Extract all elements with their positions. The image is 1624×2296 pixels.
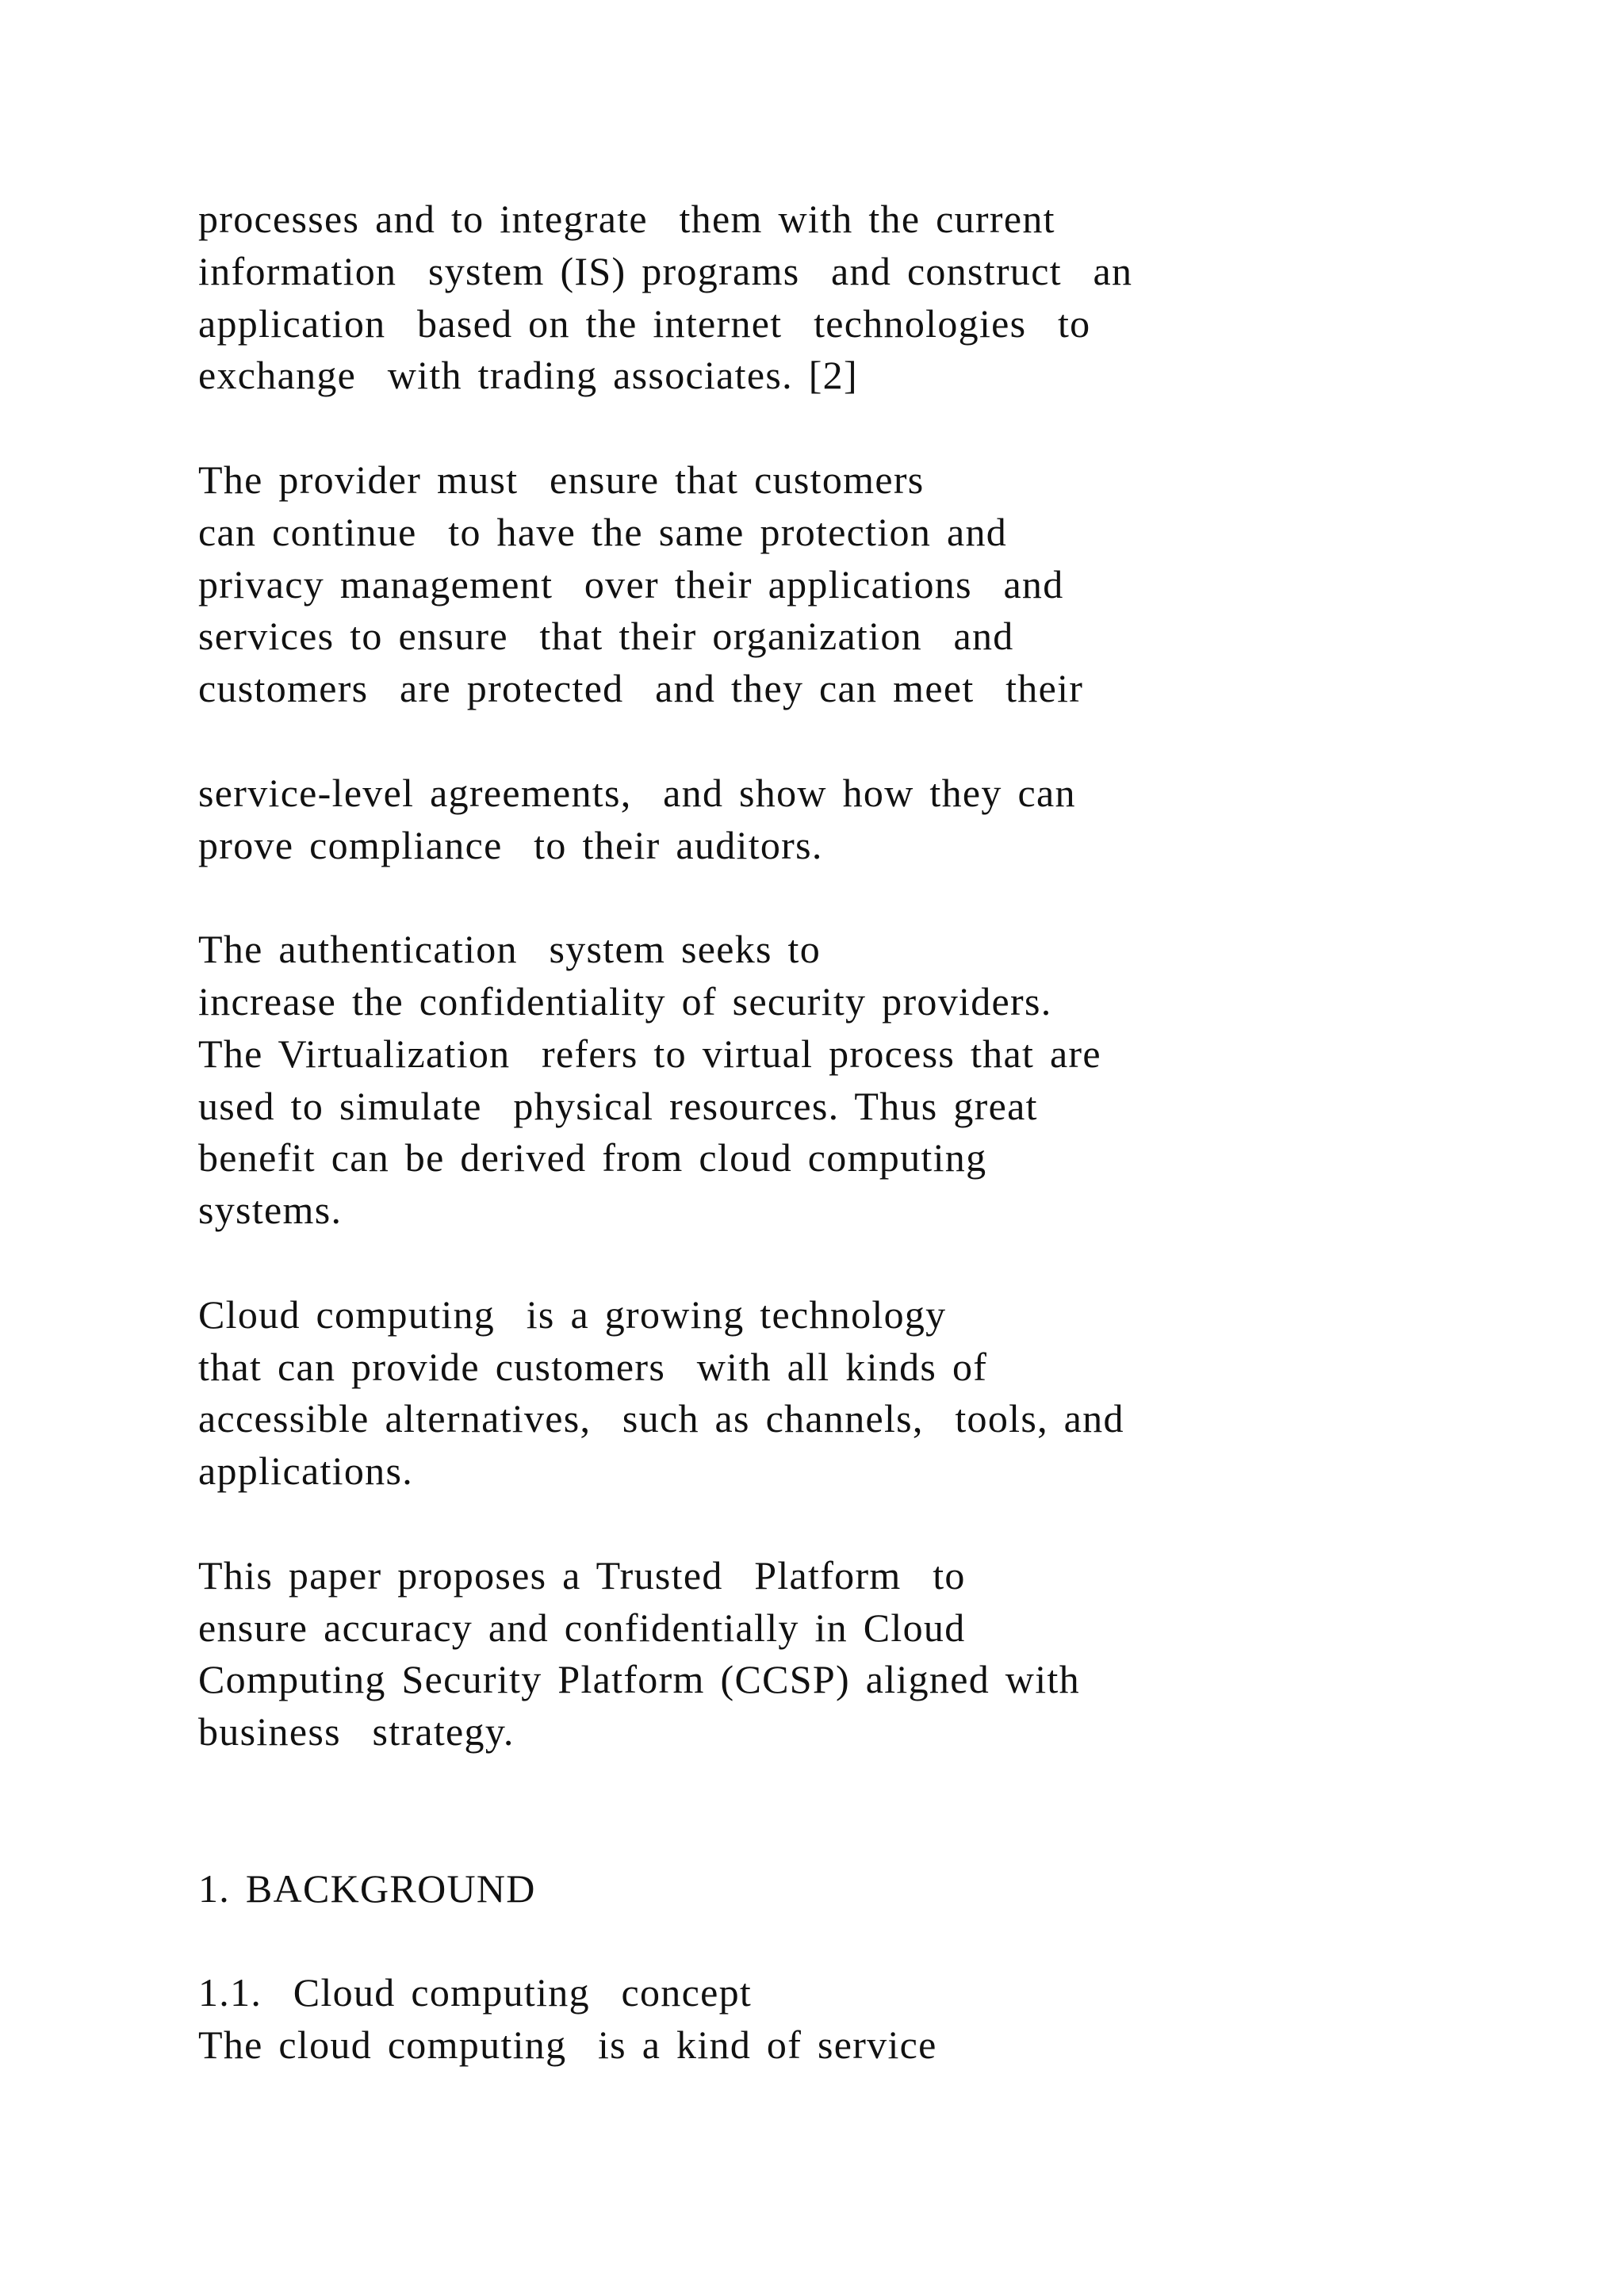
text-line: This paper proposes a Trusted Platform to xyxy=(198,1552,966,1598)
paragraph-authentication xyxy=(198,924,1435,1237)
text-line: benefit can be derived from cloud computing xyxy=(198,1135,987,1181)
text-line: customers are protected and they can meet their xyxy=(198,666,1084,711)
text-line: The Virtualization refers to virtual process that are xyxy=(198,1031,1101,1076)
text-line: applications. xyxy=(198,1448,414,1494)
text-line: exchange with trading associates. [2] xyxy=(198,353,858,398)
text-line: privacy management over their applications and xyxy=(198,561,1064,607)
text-line: processes and to integrate them with the current xyxy=(198,197,1055,241)
text-line: application based on the internet technologies to xyxy=(198,300,1091,346)
text-line: The provider must ensure that customers xyxy=(198,457,925,502)
text-line: Computing Security Platform (CCSP) aligned with xyxy=(198,1657,1080,1702)
text-line: that can provide customers with all kinds of xyxy=(198,1344,988,1389)
text-line: used to simulate physical resources. Thus great xyxy=(198,1083,1038,1128)
text-line: Cloud computing is a growing technology xyxy=(198,1292,947,1337)
paragraph-cloud-computing xyxy=(198,1289,1435,1498)
text-line: information system (IS) programs and construct an xyxy=(198,248,1133,293)
spacer xyxy=(198,1811,1435,1863)
text-line: systems. xyxy=(198,1188,343,1233)
paragraph-processes xyxy=(198,193,1435,402)
paragraph-provider xyxy=(198,454,1435,715)
document-body xyxy=(198,193,1435,2123)
section-heading-text: 1. BACKGROUND xyxy=(198,1866,536,1911)
text-line: The cloud computing is a kind of service xyxy=(198,2022,937,2067)
subsection-cloud-computing-concept xyxy=(198,1967,1435,2072)
text-line: increase the confidentiality of security providers. xyxy=(198,978,1052,1024)
text-line: services to ensure that their organization and xyxy=(198,614,1014,659)
text-line: service-level agreements, and show how they can xyxy=(198,770,1076,815)
section-heading xyxy=(198,1863,1435,1915)
text-line: The authentication system seeks to xyxy=(198,927,822,972)
paragraph-proposal xyxy=(198,1550,1435,1758)
text-line: accessible alternatives, such as channels, tools, and xyxy=(198,1396,1124,1441)
text-line: ensure accuracy and confidentially in Cloud xyxy=(198,1605,966,1650)
text-line: can continue to have the same protection and xyxy=(198,509,1008,554)
subsection-title: 1.1. Cloud computing concept xyxy=(198,1970,753,2015)
text-line: prove compliance to their auditors. xyxy=(198,822,823,867)
text-line: business strategy. xyxy=(198,1709,515,1755)
paragraph-service-level xyxy=(198,767,1435,872)
